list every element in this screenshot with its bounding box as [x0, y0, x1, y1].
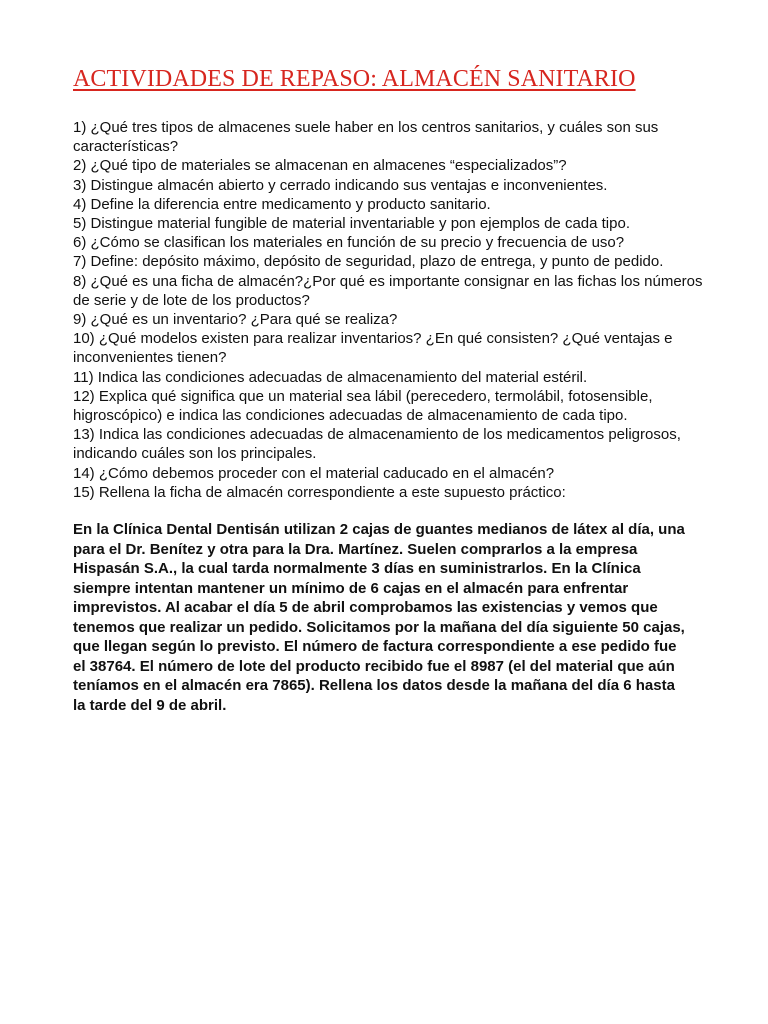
question-item: 7) Define: depósito máximo, depósito de seguridad, plazo de entrega, y punto de pedido.: [73, 253, 664, 271]
question-item: 9) ¿Qué es un inventario? ¿Para qué se realiza?: [73, 311, 398, 329]
question-item: 12) Explica qué significa que un material sea lábil (perecedero, termolábil, fotosensible, higroscópico) e indica las condiciones adecuadas de almacenamiento de cada tipo.: [73, 387, 653, 425]
question-item: 14) ¿Cómo debemos proceder con el material caducado en el almacén?: [73, 464, 555, 482]
case-study-paragraph: En la Clínica Dental Dentisán utilizan 2 cajas de guantes medianos de látex al día, una para el Dr. Benítez y otra para la Dra. Martínez. Suelen comprarlos a la empresa Hispasán S.A., la cual tarda normalmente 3 días en suministrarlos. En la Clínica siempre intentan mantener un mínimo de 6 cajas en el almacén para enfrentar imprevistos. Al acabar el día 5 de abril comprobamos las existencias y vemos que tenemos que realizar un pedido. Solicitamos por la mañana del día siguiente 50 cajas, que llegan según lo previsto. El número de factura correspondiente a ese pedido fue el 38764. El número de lote del producto recibido fue el 8987 (el del material que aún teníamos en el almacén era 7865). Rellena los datos desde la mañana del día 6 hasta la tarde del 9 de abril.: [73, 521, 685, 714]
question-item: 10) ¿Qué modelos existen para realizar inventarios? ¿En qué consisten? ¿Qué ventajas e inconvenientes tienen?: [73, 330, 673, 367]
question-item: 5) Distingue material fungible de material inventariable y pon ejemplos de cada tipo.: [73, 215, 630, 233]
question-item: 13) Indica las condiciones adecuadas de almacenamiento de los medicamentos peligrosos, indicando cuáles son los principales.: [73, 426, 681, 463]
page-title: ACTIVIDADES DE REPASO: ALMACÉN SANITARIO: [73, 66, 636, 92]
question-item: 11) Indica las condiciones adecuadas de almacenamiento del material estéril.: [73, 368, 588, 386]
question-item: 15) Rellena la ficha de almacén correspondiente a este supuesto práctico:: [73, 483, 566, 501]
question-item: 3) Distingue almacén abierto y cerrado indicando sus ventajas e inconvenientes.: [73, 176, 608, 194]
question-item: 2) ¿Qué tipo de materiales se almacenan en almacenes “especializados”?: [73, 157, 567, 175]
question-item: 1) ¿Qué tres tipos de almacenes suele haber en los centros sanitarios, y cuáles son sus características?: [73, 119, 659, 156]
question-item: 4) Define la diferencia entre medicamento y producto sanitario.: [73, 195, 491, 213]
question-item: 8) ¿Qué es una ficha de almacén?¿Por qué es importante consignar en las fichas los números de serie y de lote de los productos?: [73, 272, 703, 309]
question-list: [73, 118, 713, 502]
question-item: 6) ¿Cómo se clasifican los materiales en función de su precio y frecuencia de uso?: [73, 234, 625, 252]
